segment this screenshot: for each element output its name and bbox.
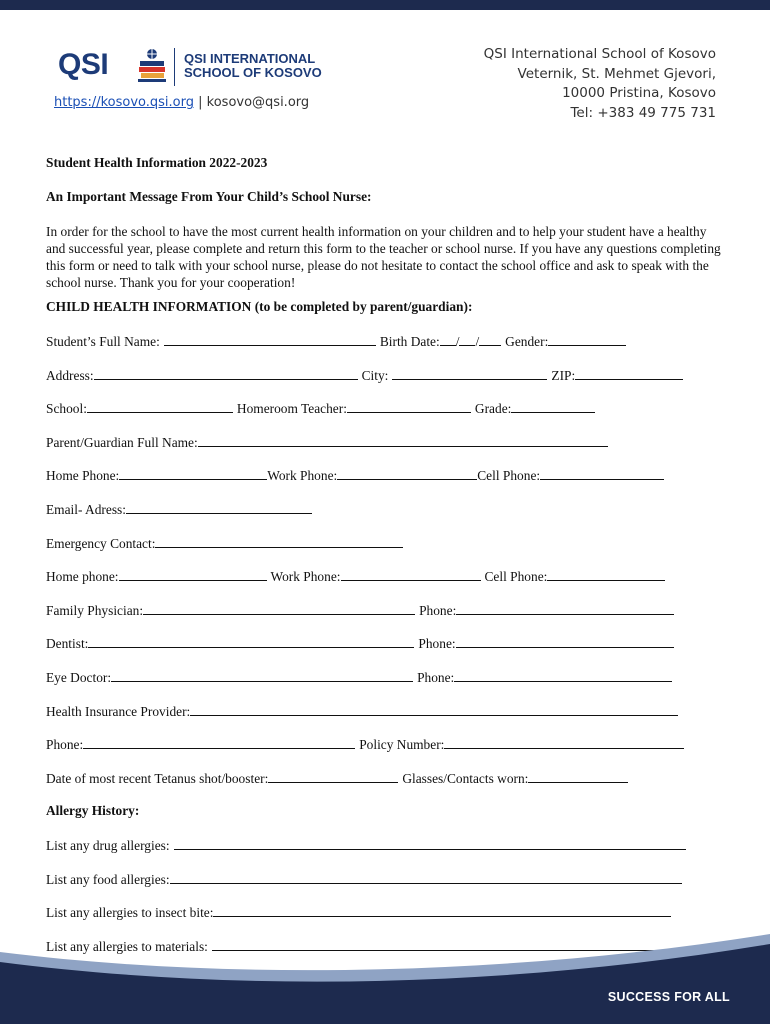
website-link[interactable]: https://kosovo.qsi.org xyxy=(54,95,194,110)
gender-label: Gender: xyxy=(505,334,549,349)
physician-phone-field[interactable] xyxy=(456,602,674,615)
form-row xyxy=(46,467,726,501)
emergency-label: Emergency Contact: xyxy=(46,535,156,551)
form-row xyxy=(46,568,726,602)
eye-doctor-field[interactable] xyxy=(111,669,413,682)
form-row xyxy=(46,904,726,938)
home-phone-label: Home Phone: xyxy=(46,468,120,484)
city-label: City: xyxy=(361,367,389,383)
drug-allergies-field[interactable] xyxy=(174,837,686,850)
physician-label: Family Physician: xyxy=(46,602,144,618)
dentist-phone-field[interactable] xyxy=(456,635,674,648)
footer-tagline: SUCCESS FOR ALL xyxy=(607,990,730,1004)
glasses-field[interactable] xyxy=(528,770,628,783)
full-name-label: Student’s Full Name: xyxy=(46,334,160,349)
allergy-heading: Allergy History: xyxy=(46,803,140,819)
birth-day-field[interactable] xyxy=(459,333,475,346)
email-label: Email- Adress: xyxy=(46,501,126,517)
logo-name-line1: QSI INTERNATIONAL xyxy=(184,51,316,66)
link-separator: | xyxy=(194,95,207,110)
zip-field[interactable] xyxy=(575,367,683,380)
form-row xyxy=(46,871,726,905)
cell-phone-label: Cell Phone: xyxy=(477,468,541,484)
home-phone-field[interactable] xyxy=(119,467,267,480)
birth-year-field[interactable] xyxy=(479,333,501,346)
homeroom-field[interactable] xyxy=(347,400,471,413)
address-line: Veternik, St. Mehmet Gjevori, xyxy=(517,65,716,82)
glasses-label: Glasses/Contacts worn: xyxy=(402,770,529,786)
section-heading: CHILD HEALTH INFORMATION (to be completed by parent/guardian): xyxy=(46,299,473,314)
logo-mark: QSI xyxy=(58,48,109,81)
city-field[interactable] xyxy=(392,367,547,380)
address-field[interactable] xyxy=(94,367,358,380)
email-field[interactable] xyxy=(126,501,312,514)
guardian-label: Parent/Guardian Full Name: xyxy=(46,434,198,450)
eye-doctor-phone-label: Phone: xyxy=(417,669,455,685)
work-phone-field[interactable] xyxy=(337,467,477,480)
birth-month-field[interactable] xyxy=(440,333,456,346)
form-row xyxy=(46,736,726,770)
books-icon xyxy=(136,48,168,82)
intro-paragraph: In order for the school to have the most current health information on your children and to help your student have a healthy and successful year, please complete and return this form to the teacher or school nurse. If you have any questions completing this form or need to talk with your school nurse, please do not hesitate to contact the school office and ask to speak with the school nurse. Thank you for your cooperation! xyxy=(46,224,721,290)
form-row xyxy=(46,602,726,636)
address-line: QSI International School of Kosovo xyxy=(483,46,716,62)
email-link[interactable]: kosovo@qsi.org xyxy=(206,95,310,110)
form-body xyxy=(46,155,726,971)
form-row xyxy=(46,400,726,434)
school-address xyxy=(484,45,716,123)
emergency-home-phone-label: Home phone: xyxy=(46,569,119,585)
emergency-field[interactable] xyxy=(155,535,403,548)
eye-doctor-phone-field[interactable] xyxy=(454,669,672,682)
address-line: Tel: +383 49 775 731 xyxy=(570,104,716,121)
form-row xyxy=(46,535,726,569)
address-line: 10000 Pristina, Kosovo xyxy=(562,85,716,101)
emergency-home-phone-field[interactable] xyxy=(119,568,267,581)
insurance-label: Health Insurance Provider: xyxy=(46,703,191,719)
gender-field[interactable] xyxy=(548,333,626,346)
logo-name xyxy=(184,52,322,80)
materials-allergies-label: List any allergies to materials: xyxy=(46,938,208,954)
school-label: School: xyxy=(46,401,87,417)
insect-allergies-field[interactable] xyxy=(213,904,671,917)
form-row xyxy=(46,703,726,737)
date-separator: / xyxy=(455,334,460,349)
school-field[interactable] xyxy=(87,400,233,413)
grade-field[interactable] xyxy=(511,400,595,413)
footer-wave xyxy=(0,934,770,1024)
food-allergies-field[interactable] xyxy=(170,871,682,884)
logo-name-line2: SCHOOL OF KOSOVO xyxy=(184,65,322,80)
homeroom-label: Homeroom Teacher: xyxy=(236,401,347,417)
full-name-field[interactable] xyxy=(164,333,376,346)
insurance-field[interactable] xyxy=(190,703,678,716)
form-row xyxy=(46,501,726,535)
eye-doctor-label: Eye Doctor: xyxy=(46,669,112,685)
guardian-field[interactable] xyxy=(198,434,608,447)
dentist-phone-label: Phone: xyxy=(418,636,456,652)
top-brand-bar xyxy=(0,0,770,10)
contact-links xyxy=(54,95,309,110)
insurance-phone-label: Phone: xyxy=(46,737,84,753)
emergency-work-phone-label: Work Phone: xyxy=(270,569,341,585)
form-row xyxy=(46,333,726,367)
insurance-phone-field[interactable] xyxy=(83,736,355,749)
policy-label: Policy Number: xyxy=(359,737,445,753)
physician-field[interactable] xyxy=(143,602,415,615)
drug-allergies-label: List any drug allergies: xyxy=(46,837,170,853)
policy-field[interactable] xyxy=(444,736,684,749)
logo-divider xyxy=(174,48,175,86)
form-row xyxy=(46,770,726,804)
grade-label: Grade: xyxy=(474,401,512,417)
physician-phone-label: Phone: xyxy=(419,602,457,618)
work-phone-label: Work Phone: xyxy=(267,468,338,484)
insect-allergies-label: List any allergies to insect bite: xyxy=(46,905,214,921)
birth-date-label: Birth Date: xyxy=(379,334,440,349)
emergency-work-phone-field[interactable] xyxy=(341,568,481,581)
dentist-label: Dentist: xyxy=(46,636,89,652)
emergency-cell-phone-field[interactable] xyxy=(547,568,665,581)
tetanus-field[interactable] xyxy=(268,770,398,783)
emergency-cell-phone-label: Cell Phone: xyxy=(484,569,548,585)
form-row xyxy=(46,367,726,401)
address-label: Address: xyxy=(46,367,94,383)
footer-band xyxy=(0,934,770,1024)
tetanus-label: Date of most recent Tetanus shot/booster: xyxy=(46,770,269,786)
form-row xyxy=(46,635,726,669)
dentist-field[interactable] xyxy=(88,635,414,648)
form-row xyxy=(46,837,726,871)
date-separator: / xyxy=(475,334,480,349)
form-row xyxy=(46,669,726,703)
document-title: Student Health Information 2022-2023 xyxy=(46,155,268,170)
message-heading: An Important Message From Your Child’s School Nurse: xyxy=(46,189,372,204)
food-allergies-label: List any food allergies: xyxy=(46,871,170,887)
form-row xyxy=(46,434,726,468)
cell-phone-field[interactable] xyxy=(540,467,664,480)
zip-label: ZIP: xyxy=(551,367,576,383)
